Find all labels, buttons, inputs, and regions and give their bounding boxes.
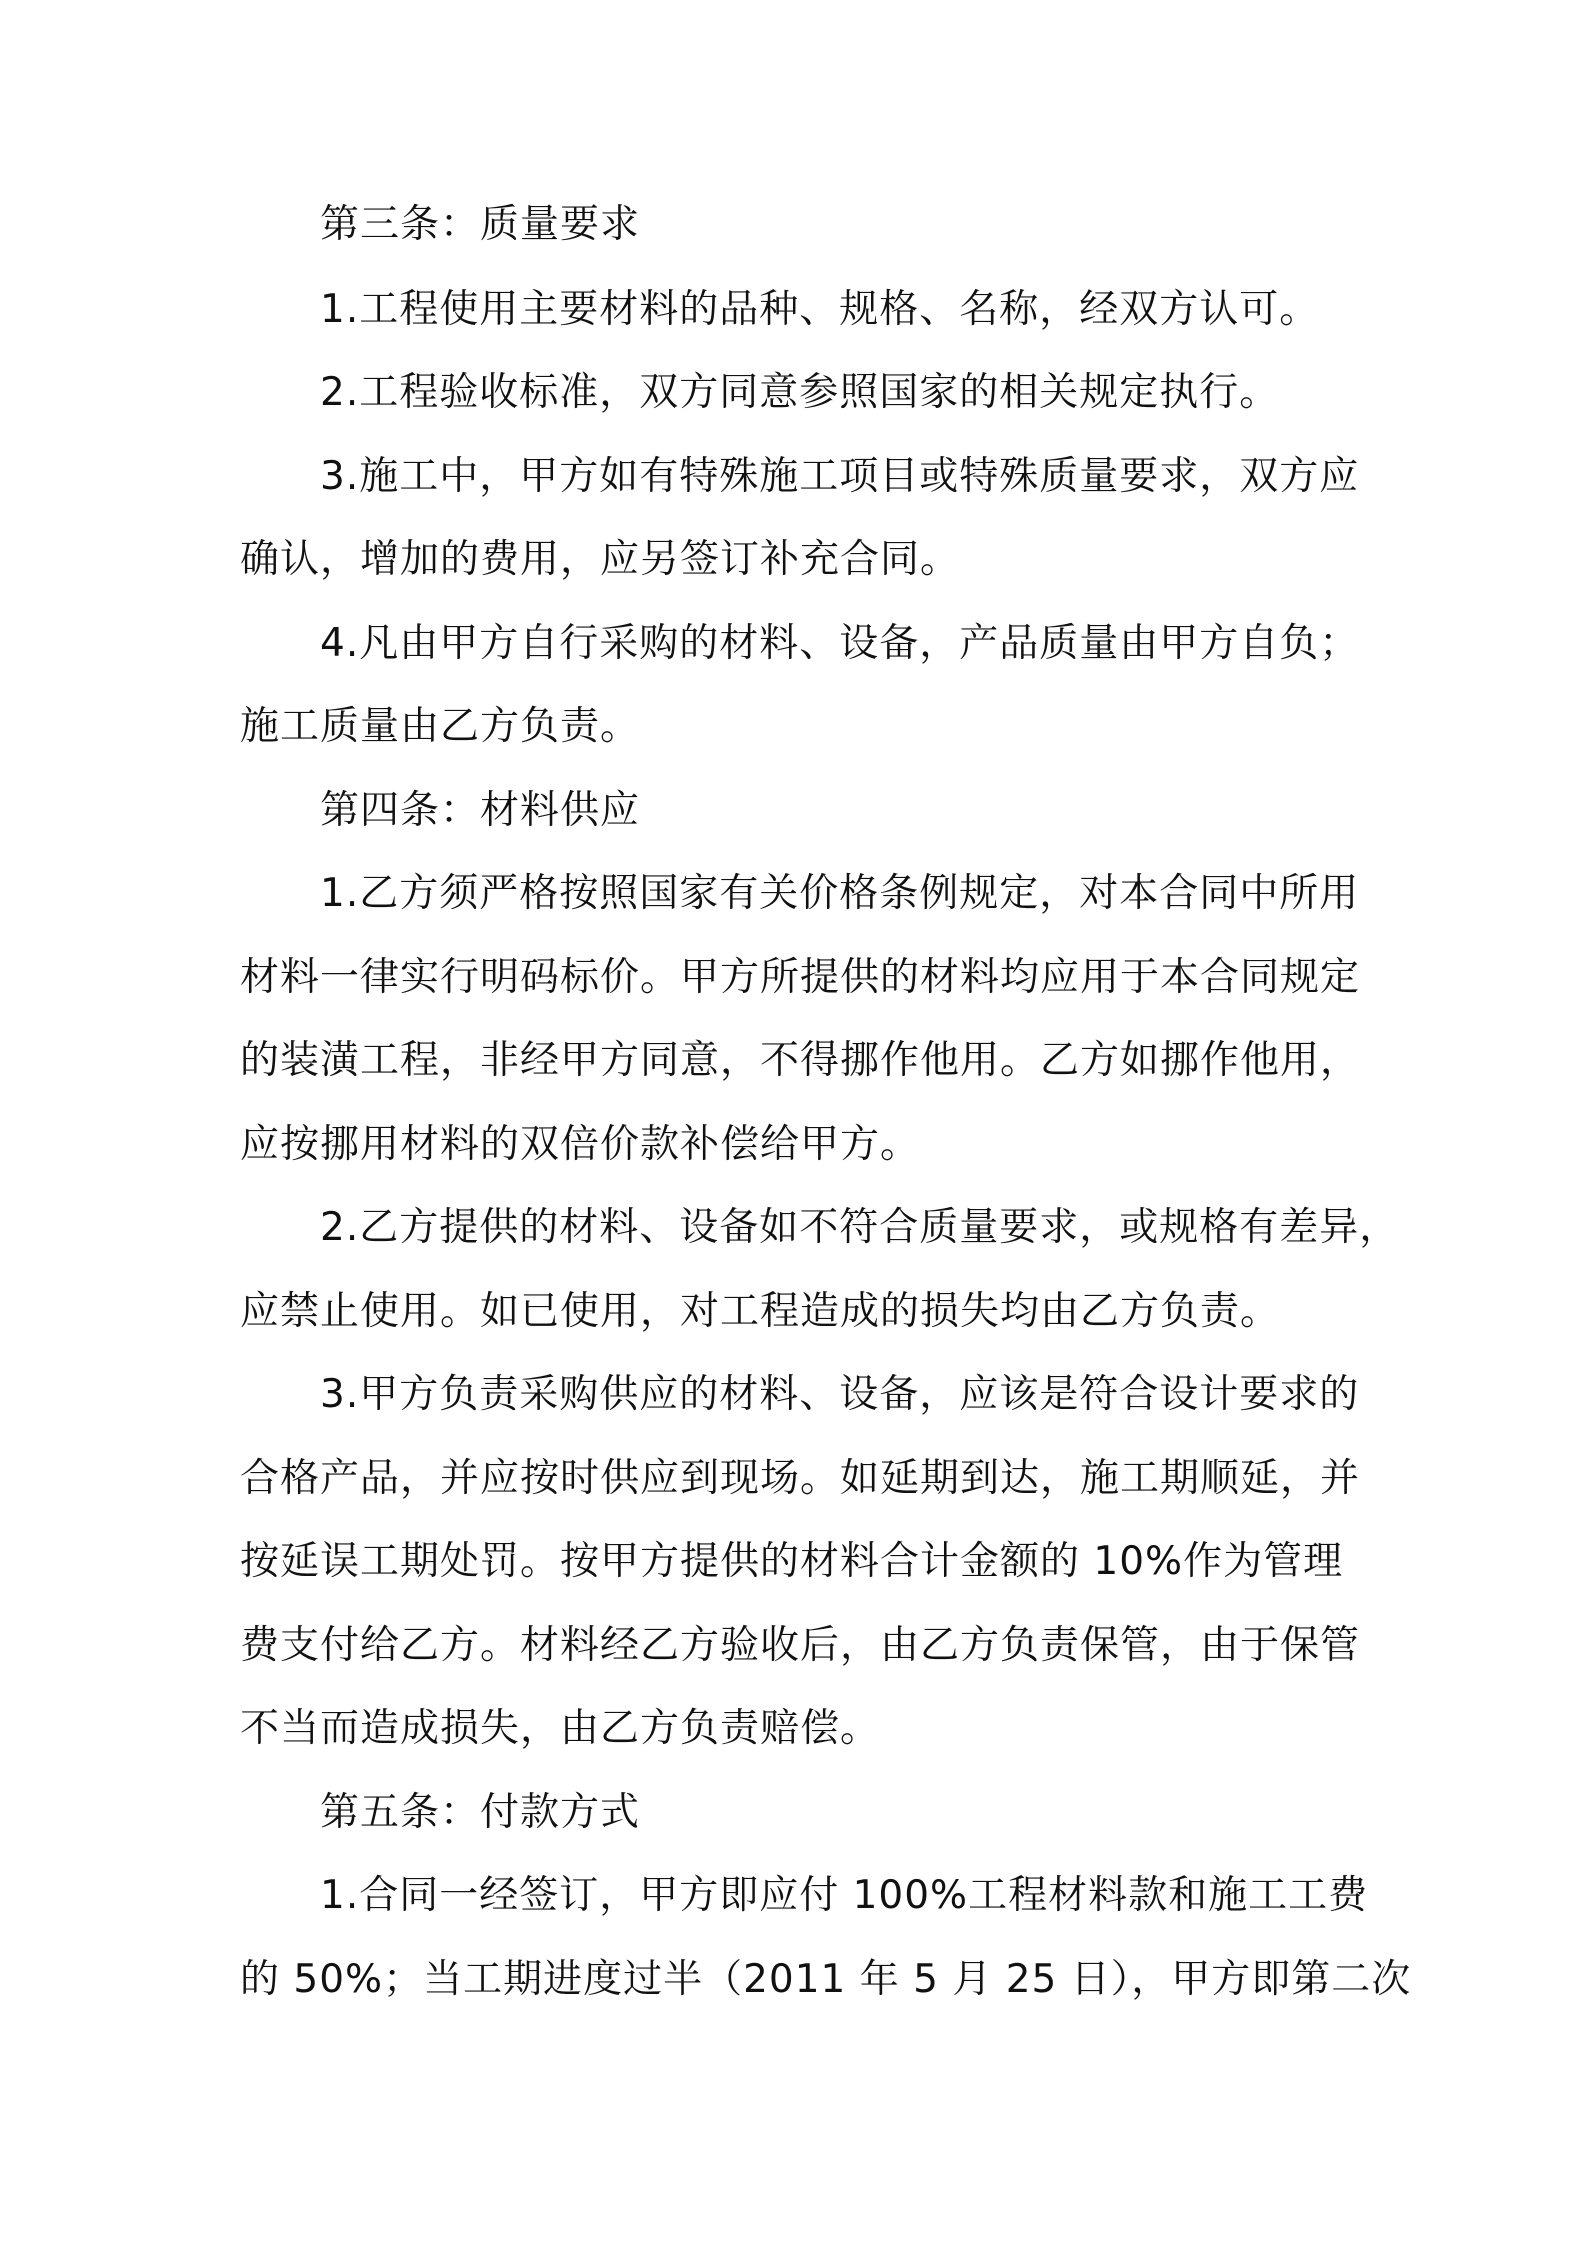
paragraph-line: 的 50%；当工期进度过半（2011 年 5 月 25 日），甲方即第二次 bbox=[240, 1957, 1412, 2002]
paragraph-line: 2.乙方提供的材料、设备如不符合质量要求，或规格有差异， bbox=[320, 1205, 1400, 1250]
paragraph-line: 费支付给乙方。材料经乙方验收后，由乙方负责保管，由于保管 bbox=[240, 1623, 1361, 1668]
paragraph-line: 2.工程验收标准，双方同意参照国家的相关规定执行。 bbox=[320, 370, 1280, 415]
paragraph-line: 应禁止使用。如已使用，对工程造成的损失均由乙方负责。 bbox=[240, 1289, 1281, 1334]
paragraph-line: 应按挪用材料的双倍价款补偿给甲方。 bbox=[240, 1122, 921, 1167]
paragraph-line: 的装潢工程，非经甲方同意，不得挪作他用。乙方如挪作他用， bbox=[240, 1038, 1361, 1083]
paragraph-line: 不当而造成损失，由乙方负责赔偿。 bbox=[240, 1706, 881, 1751]
paragraph-line: 3.甲方负责采购供应的材料、设备，应该是符合设计要求的 bbox=[320, 1372, 1360, 1417]
article-4-heading: 第四条：材料供应 bbox=[320, 788, 641, 833]
article-3-heading: 第三条：质量要求 bbox=[320, 202, 641, 247]
paragraph-line: 合格产品，并应按时供应到现场。如延期到达，施工期顺延，并 bbox=[240, 1456, 1361, 1501]
paragraph-line: 1.合同一经签订，甲方即应付 100%工程材料款和施工工费 bbox=[320, 1873, 1369, 1918]
paragraph-line: 施工质量由乙方负责。 bbox=[240, 704, 641, 749]
paragraph-line: 4.凡由甲方自行采购的材料、设备，产品质量由甲方自负； bbox=[320, 621, 1360, 666]
paragraph-line: 材料一律实行明码标价。甲方所提供的材料均应用于本合同规定 bbox=[240, 955, 1361, 1000]
paragraph-line: 3.施工中，甲方如有特殊施工项目或特殊质量要求，双方应 bbox=[320, 454, 1360, 499]
paragraph-line: 1.工程使用主要材料的品种、规格、名称，经双方认可。 bbox=[320, 287, 1320, 332]
paragraph-line: 1.乙方须严格按照国家有关价格条例规定，对本合同中所用 bbox=[320, 871, 1360, 916]
paragraph-line: 按延误工期处罚。按甲方提供的材料合计金额的 10%作为管理 bbox=[240, 1539, 1344, 1584]
paragraph-line: 确认，增加的费用，应另签订补充合同。 bbox=[240, 537, 961, 582]
article-5-heading: 第五条：付款方式 bbox=[320, 1790, 641, 1835]
